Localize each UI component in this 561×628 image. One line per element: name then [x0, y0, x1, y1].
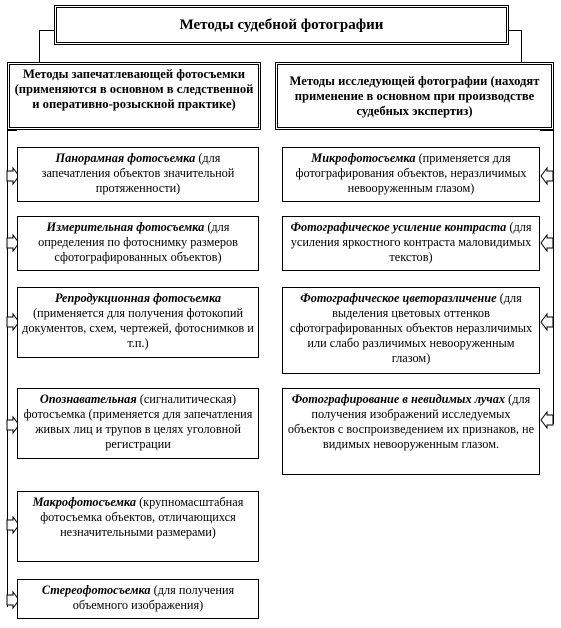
arrow-right-4	[541, 412, 553, 428]
arrow-right-1	[541, 168, 553, 184]
left-item-reproduction: Репродукционная фотосъемка (применяется для получения фотокопий документов, схем, чертежей, фотоснимков и т.п.)	[17, 287, 259, 358]
left-item-macro: Макрофотосъемка (крупномасштабная фотосъемка объектов, отличающихся незначительными размерами)	[17, 491, 259, 562]
right-column-heading: Методы исследующей фотографии (находят применение в основном при производстве судебных экспертиз)	[275, 62, 554, 130]
right-item-micro: Микрофотосъемка (применяется для фотографирования объектов, неразличимых невооруженным глазом)	[282, 147, 540, 202]
left-item-stereo: Стереофотосъемка (для получения объемного изображения)	[17, 579, 259, 619]
left-column-heading: Методы запечатлевающей фотосъемки (применяются в основном в следственной и оперативно-розыскной практике)	[7, 62, 261, 130]
left-item-measuring: Измерительная фотосъемка (для определения по фотоснимку размеров сфотографированных объектов)	[17, 216, 259, 271]
arrow-right-3	[541, 314, 553, 330]
right-item-invisible-rays: Фотографирование в невидимых лучах (для получения изображений исследуемых объектов с воспроизведением их признаков, не видимых невооруженным глазом.	[282, 388, 540, 475]
right-item-contrast: Фотографическое усиление контраста (для усиления яркостного контраста маловидимых текстов)	[282, 216, 540, 271]
arrow-right-2	[541, 235, 553, 251]
left-item-panoramic: Панорамная фотосъемка (для запечатления объектов значительной протяженности)	[17, 147, 259, 202]
diagram-title: Методы судебной фотографии	[54, 5, 509, 45]
left-item-identification: Опознавательная (сигналитическая) фотосъемка (применяется для запечатления живых лиц и трупов в целях уголовной регистрации	[17, 388, 259, 459]
right-item-color-separation: Фотографическое цветоразличение (для выделения цветовых оттенков сфотографированных объектов неразличимых или слабо различимых невооруженным глазом)	[282, 287, 540, 374]
